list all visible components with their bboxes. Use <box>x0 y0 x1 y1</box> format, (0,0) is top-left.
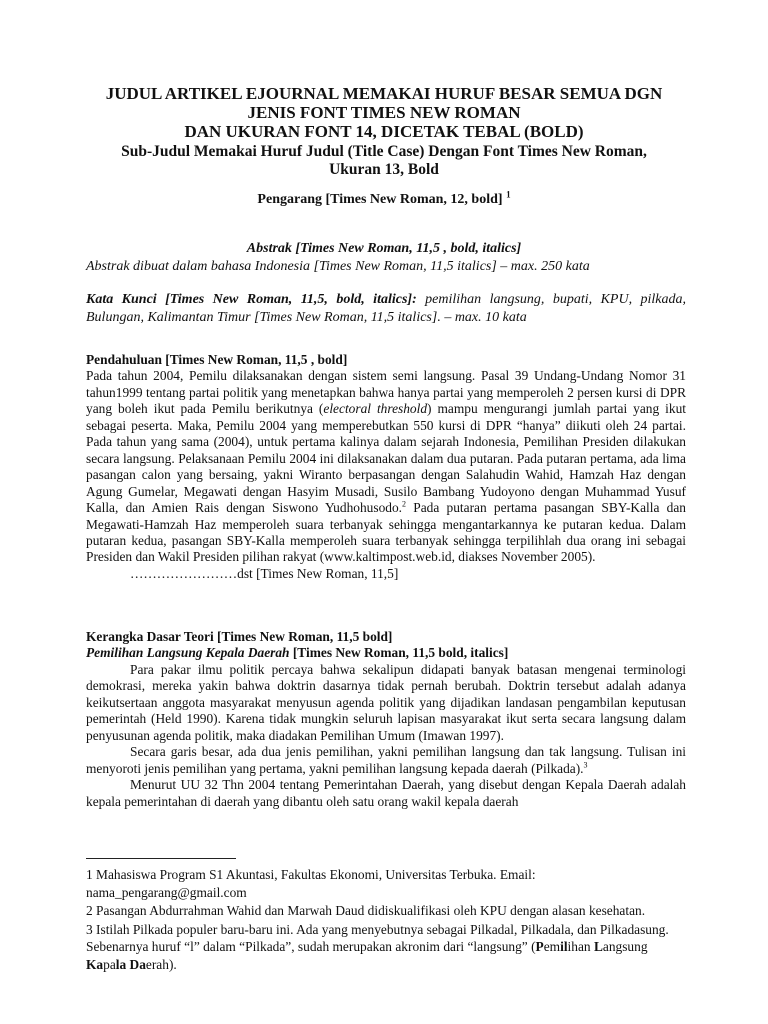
theory-paragraph-2 <box>86 744 686 777</box>
theory-paragraph-3: Menurut UU 32 Thn 2004 tentang Pemerintahan Daerah, yang disebut dengan Kepala Daerah adalah kepala pemerintahan di daerah yang dibantu oleh satu orang wakil kepala daerah <box>86 777 686 809</box>
theory-subheading-italic: Pemilihan Langsung Kepala Daerah <box>86 645 290 661</box>
footnote-2: 2 Pasangan Abdurrahman Wahid dan Marwah Daud didiskualifikasi oleh KPU dengan alasan kesehatan. <box>86 903 646 918</box>
theory-footnote-ref: 3 <box>583 760 588 770</box>
footnote-3-fragment: ihan <box>567 939 594 954</box>
intro-text-b: ) mampu mengurangi jumlah partai yang ikut sebagai peserta. Maka, Pemilu 2004 yang memperebutkan 550 kursi di DPR “hanya” diikuti oleh 24 partai. Pada tahun yang sama (2004), untuk pertama kalinya dalam sejarah Indonesia, Pemilihan Presiden dilakukan secara langsung. Pelaksanaan Pemilu 2004 ini dilaksanakan dalam dua putaran. Pada putaran pertama, ada lima pasangan calon yang bersaing, yakni Wiranto berpasangan dengan Salahudin Wahid, Hamzah Haz dengan Agung Gumelar, Megawati dengan Hasyim Musadi, Susilo Bambang Yudoyono dengan Muhammad Yusuf Kalla, dan Amien Rais dengan Siswono Yudhohusodo. <box>86 401 686 516</box>
theory-paragraph-1: Para pakar ilmu politik percaya bahwa sekalipun didapati banyak batasan mengenai terminologi demokrasi, mereka yakin bahwa doktrin dasarnya tidak pernah berubah. Doktrin tersebut adalah adanya keikutsertaan anggota masyarakat menyusun agenda politik yang dijadikan landasan pengambilan keputusan pemerintah (Held 1990). Karena tidak mungkin seluruh lapisan masyarakat ikut serta secara langsung dalam penyusunan agenda politik, maka diadakan Pemilihan Umum (Imawan 1997). <box>86 661 686 743</box>
title-line-3: DAN UKURAN FONT 14, DICETAK TEBAL (BOLD) <box>184 122 584 141</box>
footnote-3 <box>86 921 686 974</box>
article-subtitle <box>86 143 682 179</box>
footnote-3-fragment: em <box>543 939 561 954</box>
article-title <box>86 84 682 141</box>
author-line <box>86 189 682 208</box>
intro-text-a: Pada tahun 2004, Pemilu dilaksanakan dengan sistem semi langsung. Pasal 39 Undang-Undang Nomor 31 tahun1999 tentang partai politik yang menetapkan bahwa hanya partai yang memperoleh 2 persen kursi di DPR yang boleh ikut pada Pemilu berikutnya ( <box>86 368 686 417</box>
acronym-letter: Ka <box>86 956 104 972</box>
theory-section <box>86 629 686 810</box>
author-text: Pengarang [Times New Roman, 12, bold] <box>257 192 503 207</box>
theory-heading: Kerangka Dasar Teori [Times New Roman, 11,5 bold] <box>86 629 393 644</box>
intro-continuation: ……………………dst [Times New Roman, 11,5] <box>130 565 399 581</box>
abstract-heading: Abstrak [Times New Roman, 11,5 , bold, italics] <box>246 241 522 256</box>
footnote-3-fragment: angsung <box>602 939 648 954</box>
intro-italic-term: electoral threshold <box>323 401 428 417</box>
keywords <box>86 291 686 327</box>
footnote-3-fragment: pa <box>103 956 116 972</box>
title-line-2: JENIS FONT TIMES NEW ROMAN <box>247 103 521 122</box>
theory-subheading-rest: [Times New Roman, 11,5 bold, italics] <box>289 645 509 661</box>
title-line-1: JUDUL ARTIKEL EJOURNAL MEMAKAI HURUF BESAR SEMUA DGN <box>105 84 663 103</box>
acronym-letter: L <box>593 939 603 954</box>
subtitle-line-1: Sub-Judul Memakai Huruf Judul (Title Case) Dengan Font Times New Roman, <box>121 143 647 160</box>
footnotes <box>86 866 686 974</box>
footnote-1: 1 Mahasiswa Program S1 Akuntasi, Fakultas Ekonomi, Universitas Terbuka. Email: nama_pengarang@gmail.com <box>86 867 536 900</box>
footnote-divider <box>86 858 236 859</box>
intro-heading: Pendahuluan [Times New Roman, 11,5 , bold] <box>86 352 348 367</box>
acronym-letter: P <box>535 939 544 954</box>
footnote-3-text: 3 Istilah Pilkada populer baru-baru ini. Ada yang menyebutnya sebagai Pilkadal, Pilkadala, dan Pilkadasung. Sebenarnya huruf “l” dalam “Pilkada”, sudah merupakan akronim dari “langsung” ( <box>86 921 669 954</box>
author-footnote-ref: 1 <box>506 189 511 200</box>
theory-subheading <box>86 645 686 661</box>
subtitle-line-2: Ukuran 13, Bold <box>329 161 439 178</box>
intro-section <box>86 352 686 582</box>
title-block <box>86 84 682 179</box>
intro-footnote-ref: 2 <box>402 499 406 509</box>
abstract-body: Abstrak dibuat dalam bahasa Indonesia [Times New Roman, 11,5 italics] – max. 250 kata <box>86 259 590 274</box>
acronym-letter: la <box>115 956 130 972</box>
keywords-label: Kata Kunci [Times New Roman, 11,5, bold, italics]: <box>86 292 417 307</box>
keywords-text: pemilihan langsung, bupati, KPU, pilkada, Bulungan, Kalimantan Timur [Times New Roman, 11,5 italics]. – max. 10 kata <box>86 292 686 325</box>
acronym-letter: il <box>560 939 568 954</box>
intro-paragraph <box>86 368 686 565</box>
intro-text-c: Pada putaran pertama pasangan SBY-Kalla dan Megawati-Hamzah Haz memperoleh suara terbanyak sehingga mengantarkannya ke putaran kedua. Dalam putaran kedua, pasangan SBY-Kalla memperoleh suara terbanyak sehingga terpilihlah dua orang ini sebagai Presiden dan Wakil Presiden pilihan rakyat (www.kaltimpost.web.id, diakses November 2005). <box>86 500 686 565</box>
theory-p2-text: Secara garis besar, ada dua jenis pemilihan, yakni pemilihan langsung dan tak langsung. Tulisan ini menyoroti jenis pemilihan yang pertama, yakni pemilihan langsung kepada daerah (Pilkada). <box>86 744 686 776</box>
acronym-letter: Da <box>129 956 146 972</box>
footnote-3-fragment: erah). <box>145 956 177 972</box>
